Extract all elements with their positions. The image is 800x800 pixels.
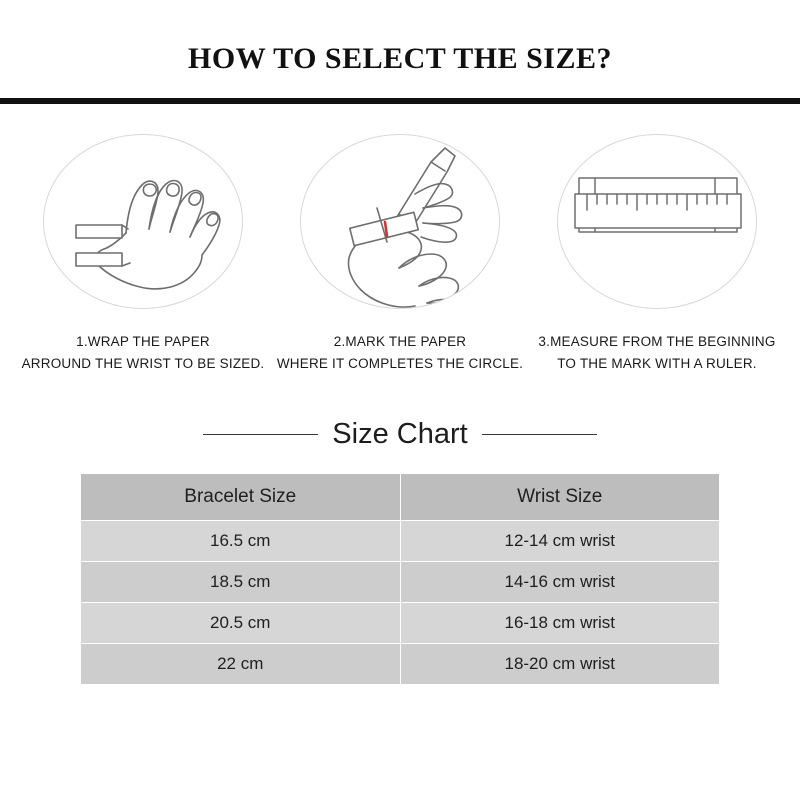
step-2-illustration: [300, 134, 500, 309]
cell-wrist-size: 16-18 cm wrist: [400, 602, 720, 643]
step-1-caption-line1: 1.WRAP THE PAPER: [76, 334, 210, 349]
heading-rule-left: [203, 434, 318, 435]
step-1-illustration: [43, 134, 243, 309]
cell-bracelet-size: 16.5 cm: [81, 520, 401, 561]
step-1-caption-line2: ARROUND THE WRIST TO BE SIZED.: [21, 356, 265, 372]
cell-bracelet-size: 20.5 cm: [81, 602, 401, 643]
column-header-wrist-size: Wrist Size: [400, 473, 720, 520]
size-chart-heading: [0, 418, 800, 451]
step-wrap-paper: [18, 134, 268, 376]
cell-bracelet-size: 22 cm: [81, 643, 401, 684]
hand-with-pen-marking-icon: [303, 134, 498, 309]
cell-bracelet-size: 18.5 cm: [81, 561, 401, 602]
table-row: [81, 520, 720, 561]
table-row: [81, 643, 720, 684]
table-row: [81, 561, 720, 602]
step-mark-paper: [275, 134, 525, 376]
cell-wrist-size: 18-20 cm wrist: [400, 643, 720, 684]
step-1-caption: [22, 331, 265, 376]
step-3-caption: [538, 331, 775, 376]
step-3-caption-line1: 3.MEASURE FROM THE BEGINNING: [538, 334, 776, 349]
table-row: [81, 602, 720, 643]
step-3-caption-line2: TO THE MARK WITH A RULER.: [557, 356, 757, 372]
cell-wrist-size: 12-14 cm wrist: [400, 520, 720, 561]
step-measure-ruler: [532, 134, 782, 376]
size-chart-table: [80, 473, 720, 685]
table-header-row: [81, 473, 720, 520]
ruler-measuring-icon: [565, 142, 750, 302]
cell-wrist-size: 14-16 cm wrist: [400, 561, 720, 602]
size-chart-title: Size Chart: [332, 417, 468, 450]
column-header-bracelet-size: Bracelet Size: [81, 473, 401, 520]
steps-row: [0, 104, 800, 376]
size-chart-table-wrapper: [80, 473, 720, 685]
step-2-caption-line1: 2.MARK THE PAPER: [333, 334, 467, 349]
hand-with-paper-strip-icon: [48, 137, 238, 307]
page-title: HOW TO SELECT THE SIZE?: [188, 42, 612, 75]
heading-rule-right: [482, 434, 597, 435]
step-2-caption-line2: WHERE IT COMPLETES THE CIRCLE.: [276, 356, 524, 372]
step-3-illustration: [557, 134, 757, 309]
step-2-caption: [277, 331, 523, 376]
